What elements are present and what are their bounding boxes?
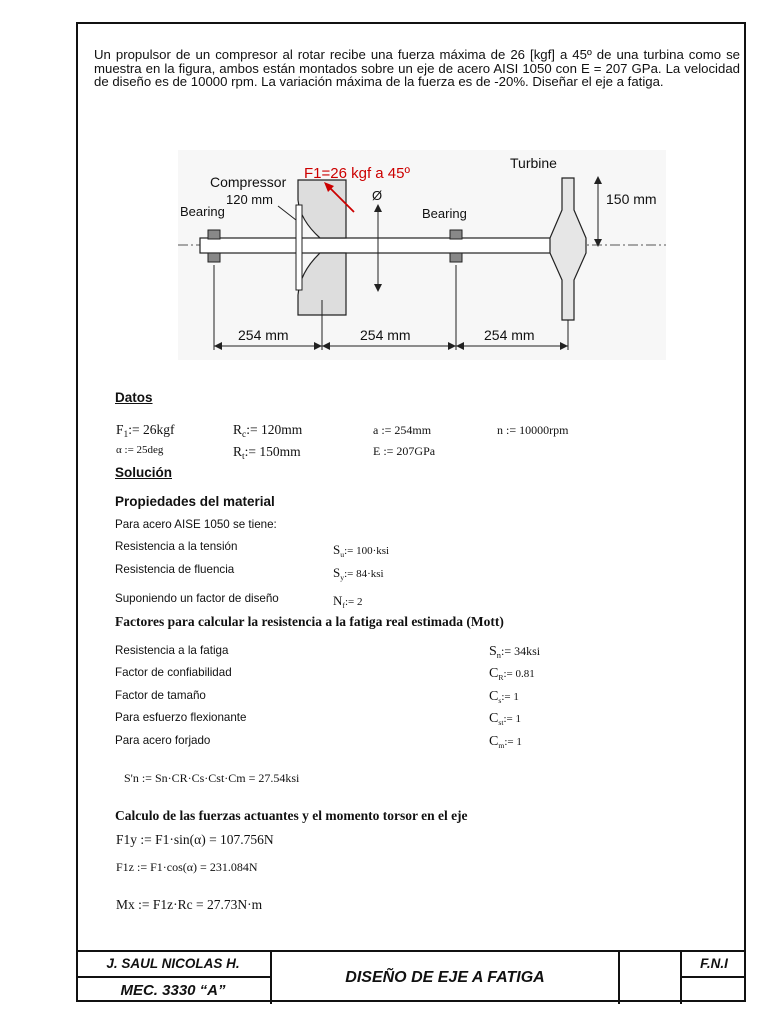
- dim-120-label: 120 mm: [226, 192, 273, 207]
- factor-row-value: $C_R:= 0.81$: [489, 666, 535, 682]
- datos-heading: Datos: [115, 390, 153, 405]
- footer-author: J. SAUL NICOLAS H.: [76, 952, 272, 978]
- F1z-result: F1z := F1·cos(α) = 231.084N: [116, 860, 258, 874]
- sn-prime-result: S'n := Sn·CR·Cs·Cst·Cm = 27.54ksi: [124, 771, 300, 785]
- Su-def: $S_u:= 100\cdot ksi$: [333, 542, 390, 559]
- bearing-left-label: Bearing: [180, 204, 225, 219]
- fluencia-label: Resistencia de fluencia: [115, 563, 235, 576]
- factor-row-label: Factor de confiabilidad: [115, 666, 232, 679]
- E-def: E := 207GPa: [373, 444, 436, 458]
- tension-label: Resistencia a la tensión: [115, 540, 238, 553]
- factor-row-value: $C_s:= 1$: [489, 689, 519, 705]
- force-label: F1=26 kgf a 45º: [304, 165, 410, 182]
- F1y-result: F1y := F1·sin(α) = 107.756N: [116, 832, 274, 847]
- acero-label: Para acero AISE 1050 se tiene:: [115, 518, 277, 531]
- factores-heading: Factores para calcular la resistencia a la fatiga real estimada (Mott): [115, 614, 504, 629]
- factor-row-label: Resistencia a la fatiga: [115, 644, 229, 657]
- Rc-def: $R_c:= 120mm$: [233, 422, 303, 440]
- problem-statement: Un propulsor de un compresor al rotar recibe una fuerza máxima de 26 [kgf] a 45º de una turbina como se muestra en la figura, ambos están montados sobre un eje de acero AISI 1050 con E = 207 GPa. La velocidad de diseño es de 10000 rpm. La variación máxima de la fuerza es de -20%. Diseñar el eje a fatiga.: [94, 47, 740, 90]
- diameter-symbol: Ø: [372, 188, 383, 203]
- dim-150-label: 150 mm: [606, 191, 657, 207]
- footer-course: MEC. 3330 “A”: [76, 978, 272, 1004]
- factor-row-label: Para esfuerzo flexionante: [115, 711, 247, 724]
- turbine-label: Turbine: [510, 155, 557, 171]
- Rt-def: $R_t:= 150mm$: [233, 444, 301, 462]
- factor-row-label: Para acero forjado: [115, 734, 211, 747]
- span-2-label: 254 mm: [360, 327, 411, 343]
- n-def: n := 10000rpm: [497, 423, 569, 437]
- Sy-def: $S_y:= 84\cdot ksi$: [333, 565, 384, 582]
- a-def: a := 254mm: [373, 423, 432, 437]
- shaft-figure: [178, 150, 666, 360]
- compressor-label: Compressor: [210, 174, 287, 190]
- footer-title: DISEÑO DE EJE A FATIGA: [272, 952, 620, 1004]
- factor-row-label: Factor de tamaño: [115, 689, 206, 702]
- factor-row-value: $C_m:= 1$: [489, 734, 522, 750]
- solucion-heading: Solución: [115, 465, 172, 480]
- factor-diseno-label: Suponiendo un factor de diseño: [115, 592, 279, 605]
- alpha-def: α := 25deg: [116, 444, 164, 456]
- footer-table: [76, 950, 746, 1004]
- footer-blank-cell: [620, 952, 682, 1004]
- Mx-result: Mx := F1z·Rc = 27.73N·m: [116, 897, 263, 912]
- propiedades-heading: Propiedades del material: [115, 494, 275, 509]
- fuerzas-heading: Calculo de las fuerzas actuantes y el momento torsor en el eje: [115, 808, 468, 823]
- F1-def: $F_1:= 26kgf$: [116, 422, 175, 440]
- bearing-right-label: Bearing: [422, 206, 467, 221]
- span-1-label: 254 mm: [238, 327, 289, 343]
- factor-row-value: $S_n:= 34ksi$: [489, 644, 541, 660]
- footer-code: F.N.I: [682, 952, 746, 978]
- factor-row-value: $C_{st}:= 1$: [489, 711, 521, 727]
- span-3-label: 254 mm: [484, 327, 535, 343]
- Nf-def: $N_f:= 2$: [333, 593, 363, 610]
